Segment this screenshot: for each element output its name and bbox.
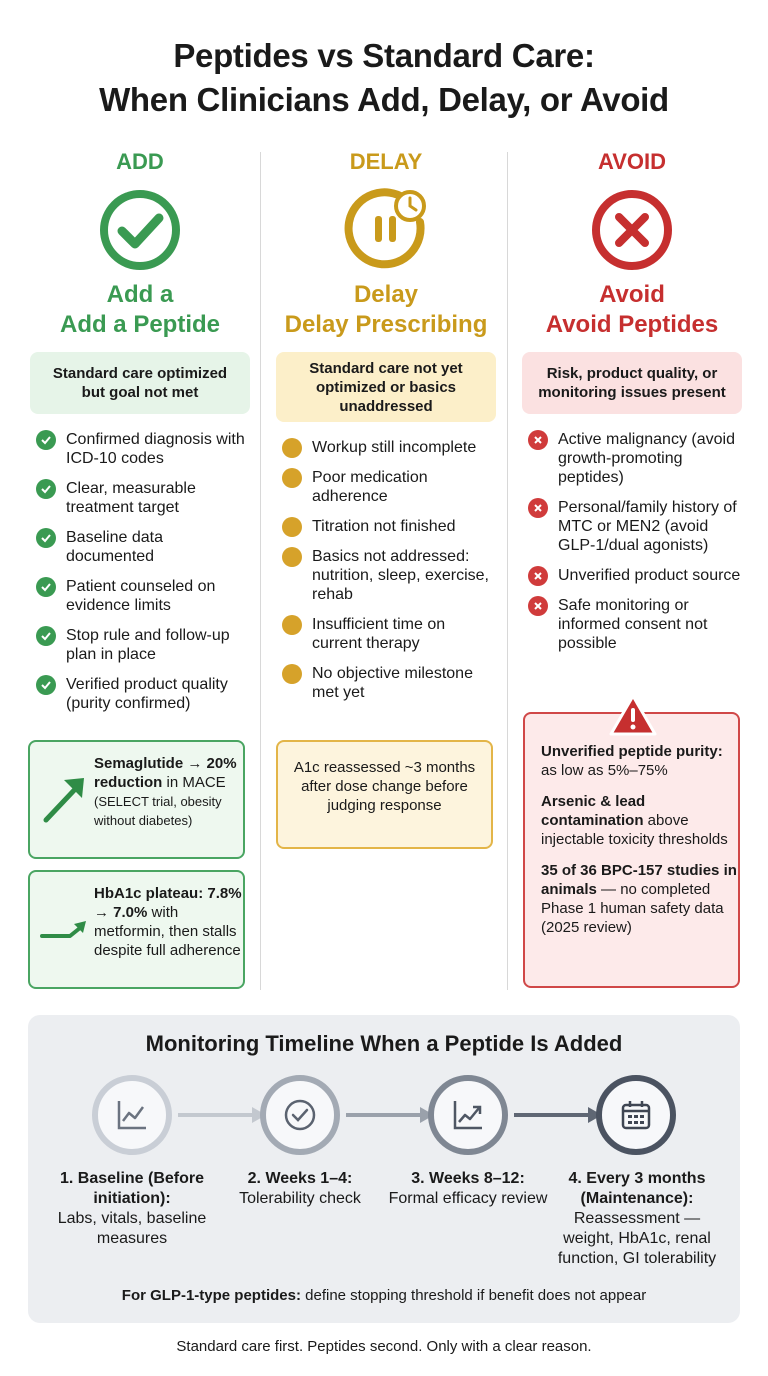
list-item-text: Titration not finished [312, 518, 456, 535]
delay-callout-text: A1c reassessed ~3 months after dose change before judging response [293, 759, 476, 814]
add-title-line-2: Add a Peptide [59, 311, 221, 338]
list-item [528, 566, 744, 585]
step-text: Formal efficacy review [388, 1190, 548, 1207]
add-condition: Standard care optimized but goal not met [30, 352, 250, 414]
dot-icon [282, 438, 302, 458]
list-item-text: Personal/family history of MTC or MEN2 (avoid GLP-1/dual agonists) [558, 499, 737, 554]
title-line-2: When Clinicians Add, Delay, or Avoid [99, 81, 669, 118]
list-item-text: Safe monitoring or informed consent not possible [558, 597, 708, 652]
warning-bold: 35 of 36 BPC-157 studies in animals [541, 862, 737, 898]
step-heading: 3. Weeks 8–12: [411, 1170, 525, 1187]
list-item-text: Verified product quality (purity confirmed) [66, 676, 228, 712]
dot-icon [282, 468, 302, 488]
delay-condition: Standard care not yet optimized or basics unaddressed [276, 352, 496, 422]
timeline-step-2-node [260, 1075, 340, 1155]
avoid-warning-callout [523, 712, 740, 988]
check-circle-icon [282, 1097, 318, 1133]
x-icon [528, 596, 548, 616]
warning-triangle-icon [609, 694, 657, 736]
list-item [528, 430, 744, 487]
add-column [20, 142, 260, 724]
timeline-step-3-label [378, 1169, 558, 1209]
timeline-step-4-node [596, 1075, 676, 1155]
callout-bold: HbA1c plateau: 7.8% → 7.0% [94, 885, 242, 921]
add-title [20, 280, 260, 352]
column-divider [507, 152, 508, 990]
list-item-text: Baseline data documented [66, 529, 163, 565]
timeline-step-3-node [428, 1075, 508, 1155]
x-icon [528, 498, 548, 518]
avoid-column [512, 142, 752, 664]
list-item-text: No objective milestone met yet [312, 665, 473, 701]
list-item-text: Workup still incomplete [312, 439, 477, 456]
column-divider [260, 152, 261, 990]
list-item-text: Confirmed diagnosis with ICD-10 codes [66, 431, 245, 467]
timeline-step-2-label [210, 1169, 390, 1209]
warning-text: as low as 5%–75% [541, 762, 668, 779]
list-item [36, 577, 252, 615]
avoid-title [512, 280, 752, 352]
list-item [36, 528, 252, 566]
delay-title-line-1: Delay [353, 281, 419, 308]
list-item [282, 664, 498, 702]
callout-text: in MACE [162, 774, 226, 791]
warning-item [541, 861, 737, 937]
warning-item [541, 742, 737, 780]
list-item [282, 438, 498, 457]
delay-callout [276, 740, 493, 849]
avoid-header: AVOID [597, 149, 667, 174]
add-header: ADD [116, 149, 164, 174]
step-text: Reassessment — weight, HbA1c, renal function, GI tolerability [557, 1210, 717, 1267]
line-chart-icon [114, 1097, 150, 1133]
dot-icon [282, 517, 302, 537]
dot-icon [282, 547, 302, 567]
monitoring-timeline [28, 1015, 740, 1323]
timeline-footnote [28, 1287, 740, 1304]
list-item [528, 498, 744, 555]
check-icon [36, 430, 56, 450]
list-item-text: Stop rule and follow-up plan in place [66, 627, 230, 663]
dot-icon [282, 664, 302, 684]
warning-bold: Arsenic & lead contamination [541, 793, 646, 829]
timeline-arrow [346, 1113, 426, 1117]
check-icon [36, 528, 56, 548]
x-icon [528, 566, 548, 586]
plateau-arrow-icon [40, 916, 90, 944]
list-item-text: Patient counseled on evidence limits [66, 578, 216, 614]
trend-up-arrow-icon [42, 772, 88, 826]
check-icon [36, 479, 56, 499]
timeline-step-4-label [548, 1169, 726, 1269]
list-item [36, 626, 252, 664]
add-criteria-list [20, 430, 260, 713]
list-item-text: Clear, measurable treatment target [66, 480, 196, 516]
list-item [282, 517, 498, 536]
list-item [282, 468, 498, 506]
delay-title [266, 280, 506, 352]
timeline-arrow [514, 1113, 594, 1117]
page-footer: Standard care first. Peptides second. Only with a clear reason. [176, 1338, 592, 1355]
list-item-text: Basics not addressed: nutrition, sleep, exercise, rehab [312, 548, 489, 603]
warning-bold: Unverified peptide purity: [541, 743, 723, 760]
list-item [528, 596, 744, 653]
check-icon [36, 577, 56, 597]
x-circle-icon [590, 188, 674, 272]
timeline-step-1-label [42, 1169, 222, 1249]
avoid-condition: Risk, product quality, or monitoring issues present [522, 352, 742, 414]
check-circle-icon [98, 188, 182, 272]
check-icon [36, 675, 56, 695]
list-item [36, 479, 252, 517]
delay-title-line-2: Delay Prescribing [284, 311, 488, 338]
warning-text: — no completed Phase 1 human safety data (2025 review) [541, 881, 724, 936]
step-heading: 2. Weeks 1–4: [247, 1170, 353, 1187]
footnote-text: define stopping threshold if benefit does not appear [300, 1287, 647, 1304]
list-item [36, 675, 252, 713]
list-item [282, 547, 498, 604]
footnote-bold: For GLP-1-type peptides: [121, 1287, 301, 1304]
avoid-title-line-1: Avoid [599, 281, 665, 308]
warning-text: above injectable toxicity thresholds [541, 812, 728, 848]
add-plateau-callout [28, 870, 245, 989]
list-item-text: Poor medication adherence [312, 469, 428, 505]
callout-small-text: (SELECT trial, obesity without diabetes) [94, 794, 222, 828]
x-icon [528, 430, 548, 450]
pause-clock-icon [342, 186, 430, 274]
title-line-1: Peptides vs Standard Care: [173, 37, 595, 74]
step-text: Labs, vitals, baseline measures [57, 1210, 207, 1247]
callout-bold: Semaglutide → 20% reduction [94, 755, 237, 791]
list-item-text: Active malignancy (avoid growth-promoting peptides) [558, 431, 735, 486]
warning-item [541, 792, 737, 849]
callout-text: with metformin, then stalls despite full adherence [94, 904, 241, 959]
trend-chart-icon [450, 1097, 486, 1133]
timeline-title: Monitoring Timeline When a Peptide Is Added [145, 1031, 623, 1056]
add-title-line-1: Add a [106, 281, 174, 308]
avoid-criteria-list [512, 430, 752, 653]
list-item-text: Insufficient time on current therapy [312, 616, 446, 652]
step-heading: 4. Every 3 months (Maintenance): [568, 1170, 706, 1207]
step-heading: 1. Baseline (Before initiation): [59, 1170, 205, 1207]
list-item [36, 430, 252, 468]
delay-column [266, 142, 506, 713]
list-item-text: Unverified product source [558, 567, 741, 584]
avoid-title-line-2: Avoid Peptides [545, 311, 719, 338]
timeline-step-1-node [92, 1075, 172, 1155]
list-item [282, 615, 498, 653]
step-text: Tolerability check [239, 1190, 361, 1207]
delay-criteria-list [266, 438, 506, 702]
dot-icon [282, 615, 302, 635]
timeline-arrow [178, 1113, 258, 1117]
add-evidence-callout [28, 740, 245, 859]
check-icon [36, 626, 56, 646]
delay-header: DELAY [349, 149, 423, 174]
calendar-icon [618, 1097, 654, 1133]
page-title [0, 34, 768, 122]
